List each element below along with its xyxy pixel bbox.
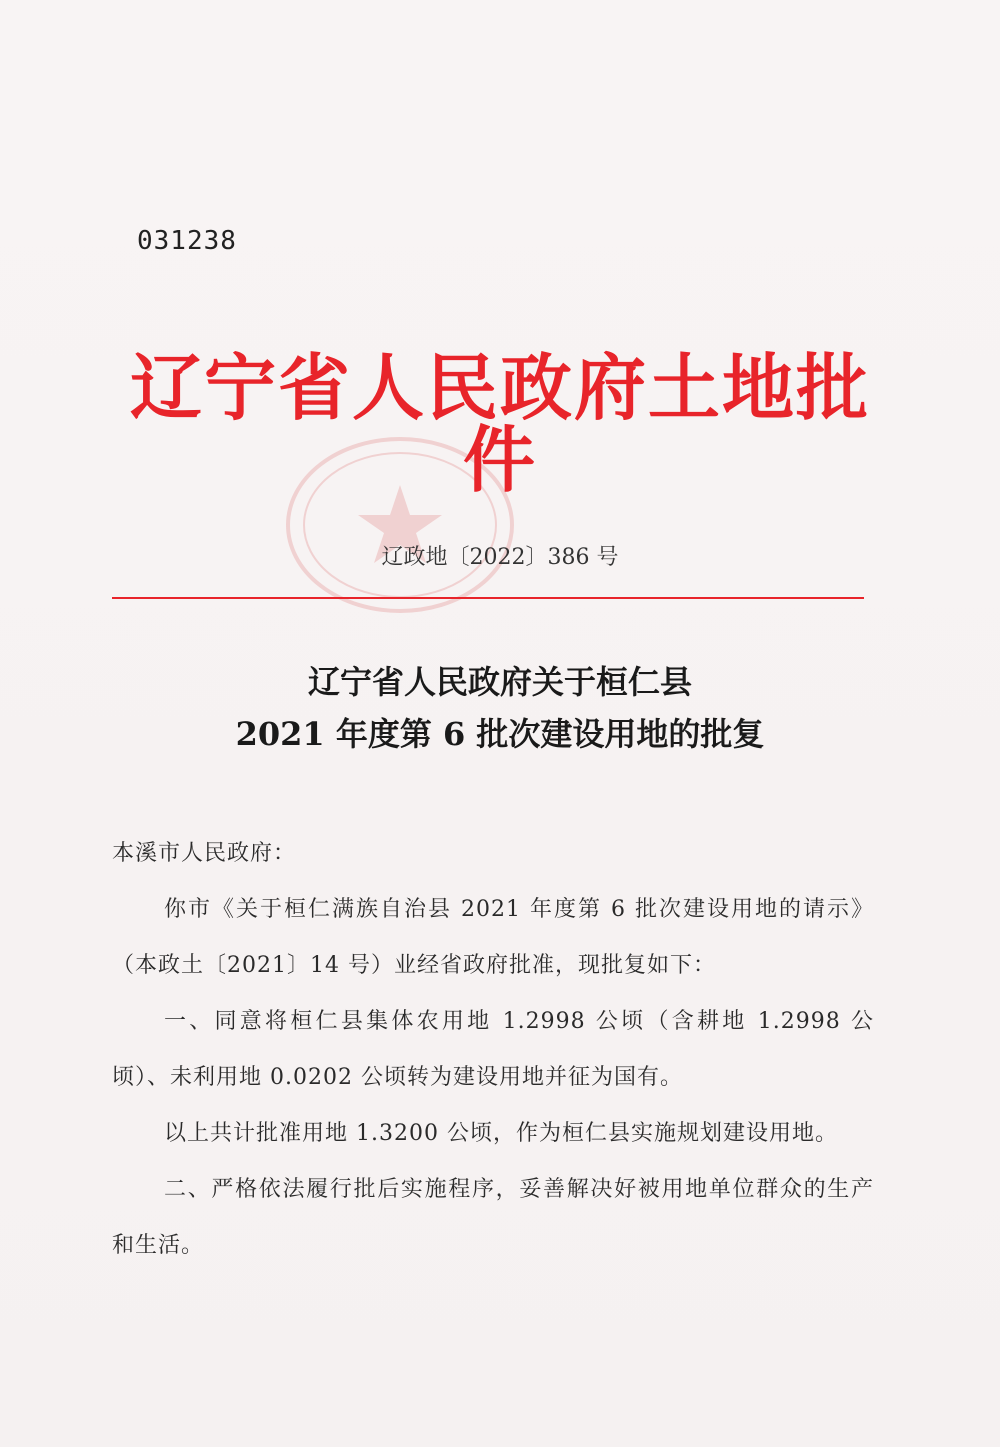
addressee: 本溪市人民政府：: [112, 841, 297, 866]
document-number: 辽政地〔2022〕386 号: [381, 545, 619, 570]
subject-line-1: 辽宁省人民政府关于桓仁县: [307, 663, 692, 701]
document-subject: [112, 656, 888, 760]
document-body: [112, 826, 874, 1274]
document-header-title: 辽宁省人民政府土地批件: [130, 346, 871, 502]
body-paragraph: 你市《关于桓仁满族自治县 2021 年度第 6 批次建设用地的请示》（本政土〔2021〕14 号）业经省政府批准，现批复如下：: [112, 897, 874, 978]
body-paragraph: 以上共计批准用地 1.3200 公顷，作为桓仁县实施规划建设用地。: [164, 1121, 838, 1146]
body-paragraph: 二、严格依法履行批后实施程序，妥善解决好被用地单位群众的生产和生活。: [112, 1177, 874, 1258]
subject-line-2: 2021 年度第 6 批次建设用地的批复: [235, 715, 765, 753]
red-divider-line: [112, 597, 864, 599]
body-paragraph: 一、同意将桓仁县集体农用地 1.2998 公顷（含耕地 1.2998 公顷）、未利用地 0.0202 公顷转为建设用地并征为国有。: [112, 1009, 874, 1090]
serial-number: 031238: [137, 226, 237, 256]
